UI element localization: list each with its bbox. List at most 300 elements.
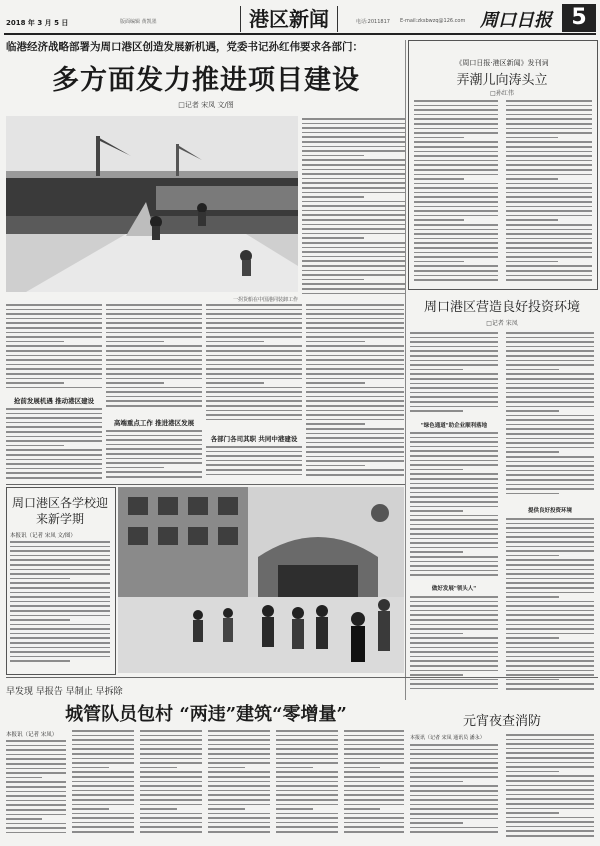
text-line (306, 451, 404, 453)
text-line (276, 790, 338, 792)
text-line (10, 578, 70, 580)
school-photo-image (118, 487, 404, 673)
text-line (414, 247, 498, 249)
text-line (410, 346, 498, 348)
text-line (208, 758, 270, 760)
text-line (506, 201, 592, 203)
text-line (276, 748, 338, 750)
text-line (344, 744, 404, 746)
text-line (410, 753, 498, 755)
text-line (410, 561, 498, 563)
text-line (506, 605, 594, 607)
text-line (106, 471, 202, 473)
text-line (306, 355, 404, 357)
text-line (344, 730, 404, 732)
text-line (72, 744, 134, 746)
text-line (72, 831, 134, 833)
text-line (506, 596, 559, 598)
text-line (506, 541, 594, 543)
text-line (6, 382, 64, 384)
text-line (506, 100, 592, 102)
text-line (506, 628, 594, 630)
text-line (410, 332, 498, 334)
text-line (506, 192, 592, 194)
text-line (302, 224, 406, 226)
text-line (410, 818, 498, 820)
text-line (410, 795, 498, 797)
text-line (506, 555, 559, 557)
text-line (140, 771, 202, 773)
text-line (506, 341, 594, 343)
text-line (10, 651, 110, 653)
text-line (506, 164, 592, 166)
text-line (302, 146, 406, 148)
text-line (302, 123, 406, 125)
text-line (140, 813, 202, 815)
business-column-1b (410, 432, 498, 580)
text-line (302, 136, 406, 138)
commentary-author: □孙红伟 (490, 90, 514, 97)
text-line (506, 447, 594, 449)
text-line (410, 437, 498, 439)
text-line (106, 396, 202, 398)
text-line (302, 283, 406, 285)
text-line (410, 515, 498, 517)
text-line (410, 551, 463, 553)
text-line (410, 547, 498, 549)
text-line (276, 813, 338, 815)
text-line (410, 624, 498, 626)
text-line (140, 758, 202, 760)
text-line (106, 304, 202, 306)
text-line (208, 748, 270, 750)
text-line (506, 821, 594, 823)
commentary-column-2 (506, 100, 592, 284)
text-line (506, 637, 559, 639)
text-line (410, 478, 498, 480)
text-line (6, 345, 102, 347)
text-line (506, 141, 592, 143)
text-line (506, 242, 592, 244)
text-line (506, 219, 558, 221)
text-line (6, 431, 102, 433)
urban-column-1 (6, 740, 66, 840)
text-line (506, 642, 594, 644)
text-line (140, 808, 177, 810)
text-line (6, 827, 66, 829)
text-line (302, 141, 406, 143)
text-line (410, 460, 498, 462)
text-line (506, 174, 592, 176)
text-line (506, 743, 594, 745)
text-line (6, 740, 66, 742)
text-line (10, 587, 110, 589)
text-line (306, 327, 404, 329)
text-line (410, 528, 498, 530)
text-line (206, 419, 302, 421)
text-line (414, 137, 464, 139)
text-line (6, 373, 102, 375)
text-line (410, 406, 498, 408)
text-line (206, 464, 302, 466)
text-line (106, 318, 202, 320)
text-line (506, 419, 594, 421)
lead-byline: □记者 宋凤 文/图 (178, 101, 234, 109)
text-line (72, 790, 134, 792)
text-line (344, 735, 404, 737)
text-line (410, 758, 498, 760)
text-line (10, 637, 110, 639)
text-line (506, 392, 594, 394)
text-line (414, 187, 498, 189)
text-line (506, 151, 592, 153)
lead-subhead-3: 各部门各司其职 共同中港建设 (210, 435, 298, 443)
text-line (208, 826, 270, 828)
text-line (506, 438, 594, 440)
text-line (72, 826, 134, 828)
text-line (410, 574, 498, 576)
text-line (140, 831, 202, 833)
urban-column-4 (208, 730, 270, 840)
text-line (106, 387, 202, 389)
text-line (506, 265, 592, 267)
text-line (506, 387, 594, 389)
text-line (6, 304, 102, 306)
text-line (72, 748, 134, 750)
text-line (106, 444, 202, 446)
text-line (208, 790, 270, 792)
text-line (72, 762, 134, 764)
text-line (6, 318, 102, 320)
text-line (6, 832, 66, 834)
text-line (276, 785, 338, 787)
text-line (206, 322, 302, 324)
text-line (414, 174, 498, 176)
text-line (302, 132, 406, 134)
text-line (506, 651, 594, 653)
lead-headline: 多方面发力推进项目建设 (52, 65, 360, 96)
text-line (6, 440, 102, 442)
text-line (506, 752, 594, 754)
text-line (410, 831, 498, 833)
text-line (410, 790, 498, 792)
text-line (106, 373, 202, 375)
text-line (306, 446, 404, 448)
text-line (506, 146, 592, 148)
text-line (410, 596, 498, 598)
festival-column-2 (506, 734, 594, 840)
text-line (6, 809, 66, 811)
text-line (410, 383, 498, 385)
text-line (302, 219, 406, 221)
text-line (6, 322, 102, 324)
text-line (106, 430, 202, 432)
text-line (506, 346, 594, 348)
text-line (410, 510, 463, 512)
text-line (506, 766, 594, 768)
text-line (410, 628, 498, 630)
text-line (410, 605, 498, 607)
text-line (506, 527, 594, 529)
text-line (206, 387, 302, 389)
text-line (306, 423, 365, 425)
text-line (414, 256, 498, 258)
text-line (306, 391, 404, 393)
text-line (410, 688, 498, 690)
text-line (506, 569, 594, 571)
text-line (206, 350, 302, 352)
festival-title: 元宵夜查消防 (462, 714, 541, 729)
text-line (506, 771, 559, 773)
text-line (506, 546, 594, 548)
business-column-2a (506, 332, 594, 502)
text-line (410, 808, 498, 810)
text-line (106, 309, 202, 311)
text-line (6, 463, 102, 465)
text-line (506, 518, 594, 520)
text-line (506, 261, 558, 263)
text-line (506, 559, 594, 561)
text-line (410, 614, 498, 616)
text-line (6, 313, 102, 315)
text-line (414, 160, 498, 162)
text-line (506, 683, 594, 685)
text-line (344, 799, 404, 801)
school-photo (118, 487, 404, 673)
text-line (414, 164, 498, 166)
text-line (306, 378, 404, 380)
text-line (410, 473, 498, 475)
text-line (10, 647, 110, 649)
text-line (506, 270, 592, 272)
text-line (302, 192, 406, 194)
text-line (208, 771, 270, 773)
text-line (410, 633, 463, 635)
text-line (106, 467, 164, 469)
text-line (410, 492, 498, 494)
text-line (72, 781, 134, 783)
text-line (414, 151, 498, 153)
text-line (506, 256, 592, 258)
text-line (506, 360, 594, 362)
text-line (414, 100, 498, 102)
text-line (506, 474, 594, 476)
text-line (410, 637, 498, 639)
header-rule (4, 33, 596, 35)
text-line (208, 799, 270, 801)
text-line (6, 336, 102, 338)
text-line (506, 665, 594, 667)
text-line (208, 781, 270, 783)
text-line (414, 238, 498, 240)
text-line (410, 656, 498, 658)
text-line (306, 400, 404, 402)
text-line (208, 822, 270, 824)
text-line (140, 781, 202, 783)
text-line (410, 441, 498, 443)
text-line (410, 364, 498, 366)
text-line (6, 364, 102, 366)
text-line (10, 615, 110, 617)
text-line (344, 808, 380, 810)
text-line (6, 754, 66, 756)
text-line (6, 468, 102, 470)
text-line (506, 470, 594, 472)
lead-subhead-1: 抢前发展机遇 推动港区建设 (13, 397, 95, 405)
section-divider-2 (6, 677, 598, 678)
text-line (106, 391, 202, 393)
text-line (506, 123, 592, 125)
text-line (10, 642, 110, 644)
text-line (208, 730, 270, 732)
urban-column-3 (140, 730, 202, 840)
text-line (276, 794, 338, 796)
text-line (6, 477, 102, 479)
text-line (6, 417, 102, 419)
text-line (72, 771, 134, 773)
text-line (6, 408, 102, 410)
text-line (6, 368, 102, 370)
text-line (206, 304, 302, 306)
urban-column-2 (72, 730, 134, 840)
text-line (106, 364, 202, 366)
text-line (506, 812, 559, 814)
text-line (506, 564, 594, 566)
text-line (410, 804, 498, 806)
text-line (410, 469, 463, 471)
text-line (506, 196, 592, 198)
text-line (506, 780, 594, 782)
text-line (506, 493, 559, 495)
text-line (410, 378, 498, 380)
text-line (410, 401, 498, 403)
text-line (344, 822, 404, 824)
text-line (414, 279, 498, 281)
text-line (344, 758, 404, 760)
text-line (6, 378, 102, 380)
text-line (302, 288, 406, 290)
text-line (306, 336, 404, 338)
text-line (506, 582, 594, 584)
text-line (306, 414, 404, 416)
business-column-2b (506, 518, 594, 696)
text-line (506, 633, 594, 635)
text-line (106, 355, 202, 357)
text-line (410, 524, 498, 526)
text-line (506, 442, 594, 444)
text-line (206, 332, 302, 334)
text-line (410, 642, 498, 644)
text-line (506, 660, 594, 662)
text-line (410, 446, 498, 448)
text-line (506, 451, 559, 453)
text-line (10, 559, 110, 561)
text-line (206, 373, 302, 375)
text-line (410, 647, 498, 649)
text-line (302, 293, 406, 295)
text-line (6, 814, 66, 816)
text-line (276, 739, 338, 741)
business-column-1a (410, 332, 498, 418)
text-line (10, 555, 110, 557)
text-line (506, 798, 594, 800)
text-line (506, 587, 594, 589)
text-line (276, 826, 338, 828)
text-line (6, 449, 102, 451)
text-line (410, 785, 498, 787)
text-line (206, 336, 302, 338)
text-line (414, 192, 498, 194)
text-line (506, 456, 594, 458)
text-line (10, 624, 110, 626)
text-line (506, 224, 592, 226)
text-line (306, 341, 365, 343)
text-line (6, 426, 102, 428)
text-line (306, 387, 404, 389)
text-line (506, 109, 592, 111)
text-line (106, 345, 202, 347)
text-line (6, 823, 66, 825)
text-line (106, 453, 202, 455)
text-line (506, 233, 592, 235)
text-line (208, 785, 270, 787)
text-line (276, 808, 313, 810)
editor-credit: 版面编辑 黄凯墨 (120, 19, 157, 25)
text-line (410, 542, 498, 544)
text-line (206, 382, 264, 384)
text-line (72, 730, 134, 732)
text-line (506, 789, 594, 791)
text-line (206, 460, 302, 462)
text-line (302, 196, 364, 198)
text-line (302, 256, 406, 258)
school-byline: 本报讯（记者 宋凤 文/图） (10, 533, 76, 539)
text-line (206, 405, 302, 407)
text-line (344, 813, 404, 815)
lead-column-3b (206, 446, 302, 482)
text-line (276, 762, 338, 764)
text-line (276, 799, 338, 801)
text-line (6, 454, 102, 456)
lead-column-2b (106, 430, 202, 482)
text-line (410, 679, 498, 681)
text-line (414, 270, 498, 272)
text-line (106, 382, 164, 384)
text-line (410, 762, 498, 764)
text-line (414, 206, 498, 208)
text-line (506, 785, 594, 787)
text-line (414, 178, 464, 180)
business-title: 周口港区营造良好投资环境 (423, 300, 580, 315)
text-line (106, 448, 202, 450)
text-line (10, 628, 110, 630)
text-line (506, 369, 559, 371)
text-line (414, 242, 498, 244)
text-line (206, 318, 302, 320)
text-line (306, 465, 365, 467)
text-line (72, 817, 134, 819)
section-divider-1 (6, 484, 406, 485)
business-subhead-1: "绿色通道"助企业顺利落地 (420, 423, 488, 429)
text-line (72, 804, 134, 806)
text-line (106, 341, 164, 343)
text-line (6, 791, 66, 793)
lead-column-5 (302, 118, 406, 298)
text-line (306, 460, 404, 462)
contact-email: E-mail:zksbwzq@126.com (400, 18, 466, 24)
text-line (206, 355, 302, 357)
text-line (302, 237, 364, 239)
